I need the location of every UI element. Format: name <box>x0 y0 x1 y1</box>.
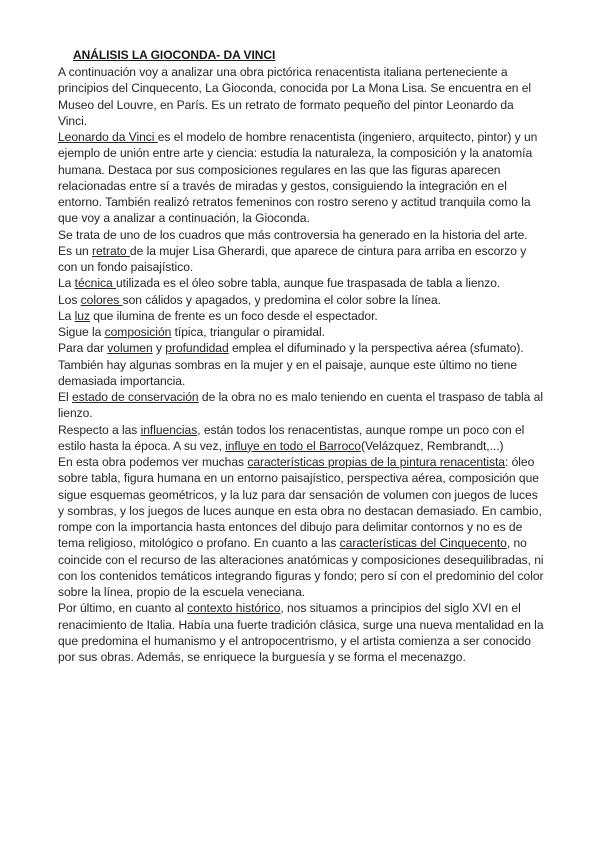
paragraph-retrato <box>58 227 544 276</box>
paragraph-text: de la obra no es malo teniendo en cuenta el traspaso de tabla al lienzo. <box>58 390 543 421</box>
paragraph-caracteristicas <box>58 454 544 600</box>
paragraph-text: utilizada es el óleo sobre tabla, aunque fue traspasada de tabla a lienzo. <box>115 276 501 291</box>
paragraph-colores <box>58 292 544 308</box>
underlined-term: volumen <box>107 341 153 356</box>
paragraph-text: Por último, en cuanto al <box>58 601 188 616</box>
paragraph-intro <box>58 64 544 129</box>
underlined-term: Leonardo da Vinci <box>58 130 158 144</box>
underlined-term: influencias <box>140 422 198 437</box>
paragraph-text: son cálidos y apagados, y predomina el color sobre la línea. <box>122 292 441 307</box>
paragraph-text: de la mujer Lisa Gherardi, que aparece de cintura para arriba en escorzo y con un fondo paisajístico. <box>58 243 527 274</box>
paragraph-text: (Velázquez, Rembrandt,...) <box>360 438 504 453</box>
paragraph-leonardo <box>58 129 544 227</box>
paragraph-composicion <box>58 324 544 340</box>
document-title: ANÁLISIS LA GIOCONDA- DA VINCI <box>73 48 276 62</box>
paragraph-text: A continuación voy a analizar una obra pictórica renacentista italiana perteneciente a principios del Cinquecento, La Gioconda, conocida por La Mona Lisa. Se encuentra en el Museo del Louvre, en París. Es un retrato de formato pequeño del pintor Leonardo da Vinci. <box>58 65 532 128</box>
underlined-term: características del Cinquecento <box>339 536 507 551</box>
paragraph-text: , nos situamos a principios del siglo XVI en el renacimiento de Italia. Había una fuerte tradición clásica, surge una nueva mentalidad en la que predomina el humanismo y el antropocentrismo, y el artista comienza a ser conocido por sus obras. Además, se enriquece la burguesía y se forma el mecenazgo. <box>58 601 544 664</box>
paragraph-text: , están todos los renacentistas, aunque rompe un poco con el estilo hasta la época. A su vez, <box>58 422 525 453</box>
paragraph-tecnica <box>58 275 544 291</box>
paragraph-text: El <box>58 390 72 404</box>
underlined-term: retrato <box>92 243 130 258</box>
paragraph-text: La <box>58 308 75 323</box>
underlined-term: características propias de la pintura renacentista <box>247 455 505 469</box>
document-page <box>58 46 544 665</box>
underlined-term: composición <box>104 325 172 339</box>
paragraph-text: es el modelo de hombre renacentista (ingeniero, arquitecto, pintor) y un ejemplo de unión entre arte y ciencia: estudia la naturaleza, la composición y la anatomía humana. Destaca por sus composiciones regulares en las que las figuras aparecen relacionadas entre sí a través de miradas y gestos, consiguiendo la integración en el entorno. También realizó retratos femeninos con rostro sereno y actitud tranquila como la que voy a analizar a continuación, la Gioconda. <box>58 130 538 226</box>
paragraph-text: : óleo sobre tabla, figura humana en un entorno paisajístico, perspectiva aérea, composición que sigue esquemas geométricos, y la luz para dar sensación de volumen con juegos de luces y sombras, y los juegos de luces aunque en esta obra no destacan demasiado. En cambio, rompe con la importancia hasta entonces del dibujo para delimitar contornos y no es de tema religioso, mitológico o profano. En cuanto a las <box>58 455 542 551</box>
paragraph-conservacion <box>58 389 544 422</box>
paragraph-text: En esta obra podemos ver muchas <box>58 455 248 469</box>
paragraph-text: Para dar <box>58 341 108 356</box>
underlined-term: influye en todo el Barroco <box>225 438 361 453</box>
paragraph-text: emplea el difuminado y la perspectiva aérea (sfumato). También hay algunas sombras en la mujer y en el paisaje, aunque este último no tiene demasiada importancia. <box>58 341 524 388</box>
paragraph-text: que ilumina de frente es un foco desde el espectador. <box>89 308 378 323</box>
paragraph-luz <box>58 308 544 324</box>
paragraph-text: La <box>58 276 75 291</box>
paragraph-text: Sigue la <box>58 325 105 339</box>
paragraph-text: Los <box>58 292 81 307</box>
paragraph-contexto <box>58 600 544 665</box>
paragraph-text: Respecto a las <box>58 422 141 437</box>
paragraph-text: Se trata de uno de los cuadros que más controversia ha generado en la historia del arte. Es un <box>58 227 528 258</box>
underlined-term: estado de conservación <box>71 390 199 404</box>
underlined-term: técnica <box>74 276 116 291</box>
underlined-term: colores <box>80 292 123 307</box>
paragraph-text: , no coincide con el recurso de las alteraciones anatómicas y composiciones desequilibradas, ni con los contenidos temáticos integrando figuras y fondo; pero sí con el predominio del color sobre la línea, propio de la escuela veneciana. <box>58 536 544 599</box>
paragraph-influencias <box>58 422 544 455</box>
underlined-term: luz <box>74 308 90 323</box>
paragraph-text: y <box>152 341 166 356</box>
underlined-term: profundidad <box>165 341 229 356</box>
underlined-term: contexto histórico <box>187 601 281 616</box>
paragraph-volumen <box>58 340 544 389</box>
paragraph-text: típica, triangular o piramidal. <box>171 325 325 339</box>
